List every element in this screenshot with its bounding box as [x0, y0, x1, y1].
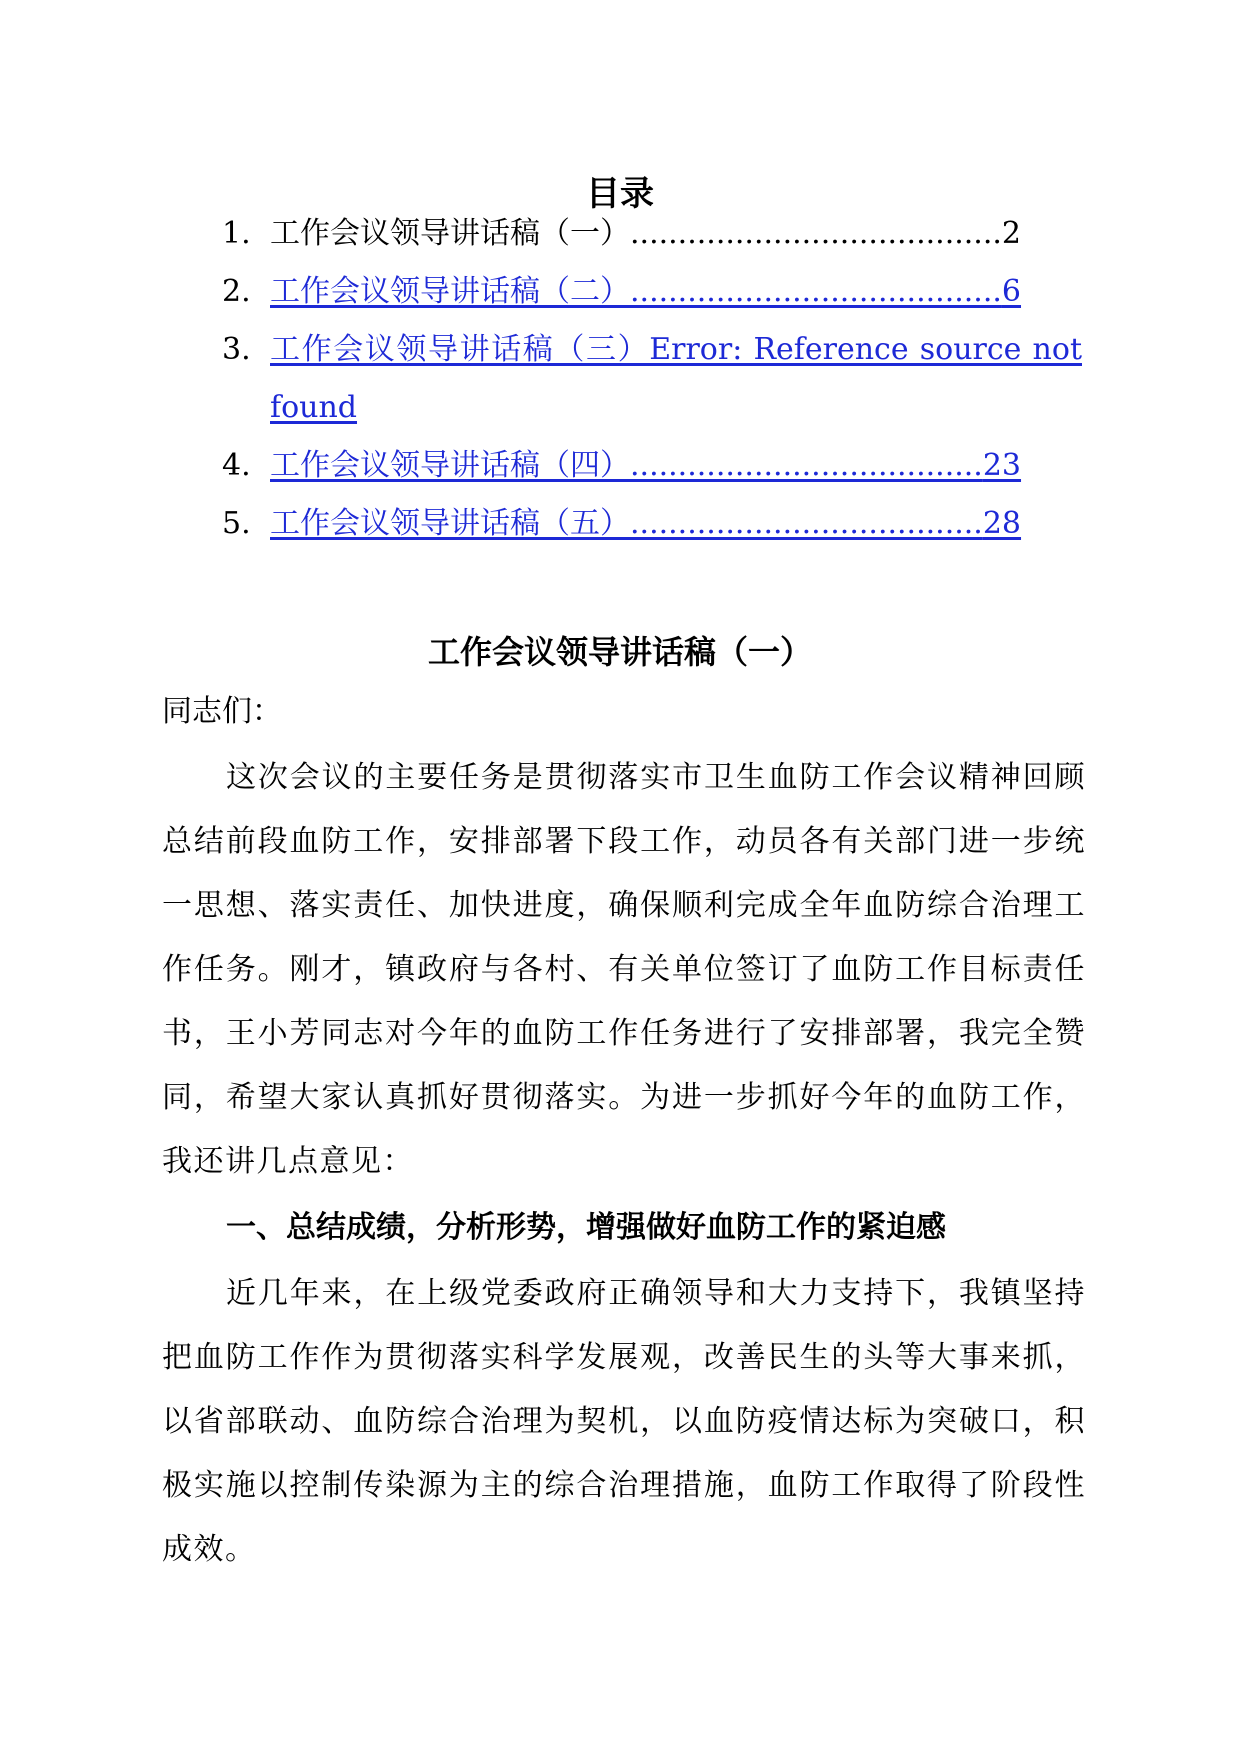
- toc-link-3-continuation[interactable]: found: [270, 390, 358, 425]
- table-of-contents: [0, 0, 1240, 600]
- toc-item-number: 3.: [222, 332, 251, 367]
- toc-item-number: 5.: [222, 506, 251, 541]
- paragraph-achievements: 近几年来，在上级党委政府正确领导和大力支持下，我镇坚持把血防工作作为贯彻落实科学发展观，改善民生的头等大事来抓，以省部联动、血防综合治理为契机，以血防疫情达标为突破口，积极实施以控制传染源为主的综合治理措施，血防工作取得了阶段性成效。: [162, 1276, 1086, 1567]
- toc-title: 目录: [586, 174, 654, 214]
- toc-link-2[interactable]: 工作会议领导讲话稿（二）.......................................6: [270, 274, 1022, 309]
- toc-item-4[interactable]: [222, 446, 1082, 486]
- toc-item-3[interactable]: [222, 330, 1082, 370]
- toc-item-2[interactable]: [222, 272, 1082, 312]
- toc-item-5[interactable]: [222, 504, 1082, 544]
- toc-item-number: 2.: [222, 274, 251, 309]
- toc-item-number: 4.: [222, 448, 251, 483]
- toc-link-3[interactable]: 工作会议领导讲话稿（三）Error: Reference source not: [270, 332, 1082, 367]
- document-title: 工作会议领导讲话稿（一）: [427, 633, 812, 671]
- paragraph-intro: 这次会议的主要任务是贯彻落实市卫生血防工作会议精神回顾总结前段血防工作，安排部署下段工作，动员各有关部门进一步统一思想、落实责任、加快进度，确保顺利完成全年血防综合治理工作任务。刚才，镇政府与各村、有关单位签订了血防工作目标责任书，王小芳同志对今年的血防工作任务进行了安排部署，我完全赞同，希望大家认真抓好贯彻落实。为进一步抓好今年的血防工作，我还讲几点意见：: [162, 760, 1086, 1179]
- greeting: 同志们：: [162, 694, 282, 729]
- toc-item-number: 1.: [222, 216, 251, 251]
- section-heading-1: 一、总结成绩，分析形势，增强做好血防工作的紧迫感: [226, 1210, 946, 1245]
- toc-link-4[interactable]: 工作会议领导讲话稿（四）.....................................23: [270, 448, 1022, 483]
- toc-item-1[interactable]: [222, 214, 1082, 254]
- toc-link-5[interactable]: 工作会议领导讲话稿（五）.....................................28: [270, 506, 1022, 541]
- toc-link-1[interactable]: 工作会议领导讲话稿（一）.......................................2: [270, 216, 1022, 251]
